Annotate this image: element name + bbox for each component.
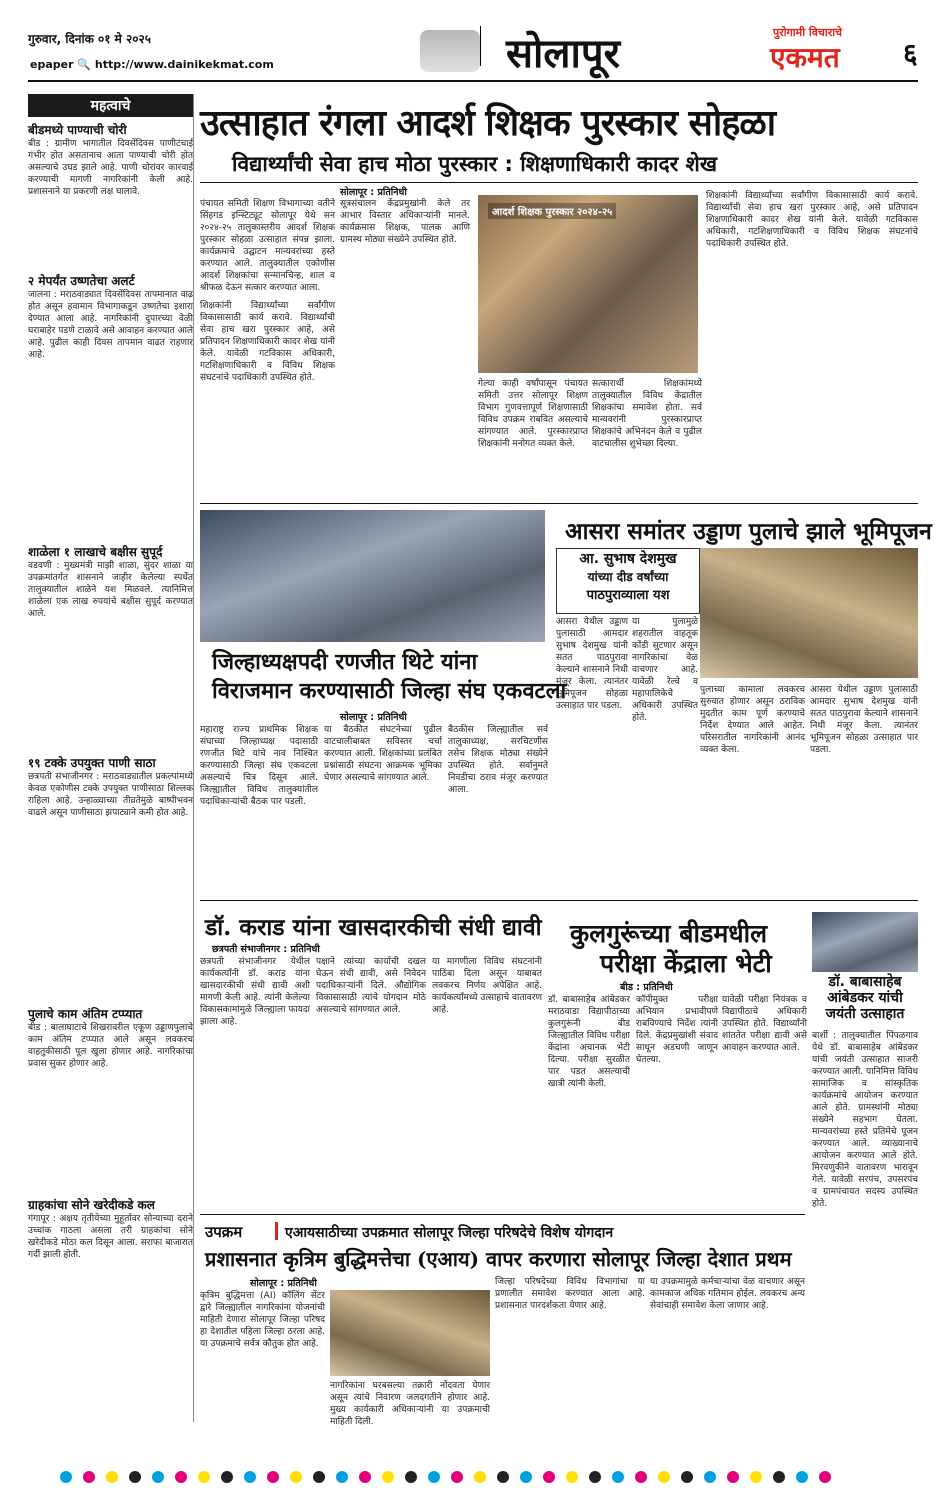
ai-text-col3: जिल्हा परिषदेच्या विविध विभागांचा या प्रणालीत समावेश करण्यात आला आहे. प्रशासनात पारदर्शकता येणार आहे.	[495, 1277, 645, 1311]
magenta-dot-icon	[819, 1471, 831, 1483]
yellow-dot-icon	[566, 1471, 578, 1483]
cyan-dot-icon	[336, 1471, 348, 1483]
brief-title: १९ टक्के उपयुक्त पाणी साठा	[28, 756, 156, 770]
box-line: यांच्या दीड वर्षांच्या	[587, 570, 669, 584]
vc-text-col2: कॉपीमुक्त परीक्षा अभियान प्रभावीपणे राबविण्याचे निर्देश त्यांनी दिले. केंद्रप्रमुखांशी संवाद साधून अडचणी जाणून घेतल्या.	[636, 995, 718, 1065]
lead-text-col1b: शिक्षकांनी विद्यार्थ्यांच्या सर्वांगीण विकासासाठी कार्य करावे. विद्यार्थ्यांची सेवा हाच खरा पुरस्कार आहे, असे प्रतिपादन शिक्षणाधिकारी कादर शेख यांनी केले. यावेळी गटविकास अधिकारी, गटशिक्षणाधिकारी व विविध शिक्षक संघटनांचे पदाधिकारी उपस्थित होते.	[200, 301, 335, 383]
kicker-bar	[275, 1222, 278, 1240]
tagline: पुरोगामी विचाराचे	[773, 26, 843, 39]
cyan-dot-icon	[244, 1471, 256, 1483]
black-dot-icon	[405, 1471, 417, 1483]
lead-text-col1: पंचायत समिती शिक्षण विभागाच्या वतीने सिंहगड इन्स्टिट्यूट सोलापूर येथे सन २०२४-२५ तालुकास्तरीय आदर्श शिक्षक पुरस्कार सोहळा उत्साहात संपन्न झाला. कार्यक्रमाचे उद्घाटन मान्यवरांच्या हस्ते करण्यात आले. तालुक्यातील एकोणीस आदर्श शिक्षकांचा सन्मानचिन्ह, शाल व श्रीफळ देऊन सत्कार करण्यात आला.	[200, 199, 335, 293]
karad-text-col1: छत्रपती संभाजीनगर येथील कार्यकर्त्यांनी डॉ. कराड यांना खासदारकीची संधी द्यावी अशी मागणी केली आहे. त्यांनी केलेल्या विकासकामांमुळे जिल्ह्याला फायदा झाला आहे.	[200, 957, 310, 1027]
black-dot-icon	[681, 1471, 693, 1483]
magenta-dot-icon	[727, 1471, 739, 1483]
yellow-dot-icon	[290, 1471, 302, 1483]
page-number: ६	[903, 37, 918, 70]
yellow-dot-icon	[106, 1471, 118, 1483]
divider	[200, 503, 918, 504]
karad-headline: डॉ. कराड यांना खासदारकीची संधी द्यावी	[205, 914, 542, 941]
lead-headline: उत्साहात रंगला आदर्श शिक्षक पुरस्कार सोहळा	[200, 102, 776, 144]
magenta-dot-icon	[359, 1471, 371, 1483]
black-dot-icon	[497, 1471, 509, 1483]
karad-text-col3: या मागणीला विविध संघटनांनी पाठिंबा दिला असून याबाबत लवकरच निर्णय अपेक्षित आहे. कार्यकर्त्यांमध्ये उत्साहाचे वातावरण आहे.	[432, 957, 542, 1015]
ai-launch-photo	[330, 1290, 490, 1376]
ai-text-col2: नागरिकांना घरबसल्या तक्रारी नोंदवता येणार असून त्यांचे निवारण जलदगतीने होणार आहे. मुख्य कार्यकारी अधिकाऱ्यांनी या उपक्रमाची माहिती दिली.	[330, 1381, 490, 1427]
brief-text: गंगापूर : अक्षय तृतीयेच्या मुहूर्तावर सोन्याच्या दराने उच्चांक गाठला असला तरी ग्राहकांचा सोने खरेदीकडे मोठा कल दिसून आला. सराफा बाजारात गर्दी झाली होती.	[28, 1214, 193, 1260]
magenta-dot-icon	[451, 1471, 463, 1483]
cyan-dot-icon	[520, 1471, 532, 1483]
cyan-dot-icon	[428, 1471, 440, 1483]
bridge-text-col2: या पुलामुळे शहरातील वाहतूक कोंडी सुटणार असून नागरिकांचा वेळ वाचणार आहे. यावेळी रेल्वे व महापालिकेचे अधिकारी उपस्थित होते.	[632, 617, 698, 723]
epaper-url[interactable]: epaper 🔍 http://www.dainikekmat.com	[30, 58, 274, 71]
photo-banner: आदर्श शिक्षक पुरस्कार २०२४-२५	[488, 203, 616, 219]
black-dot-icon	[221, 1471, 233, 1483]
yellow-dot-icon	[750, 1471, 762, 1483]
kicker: उपक्रम	[205, 1223, 243, 1241]
vc-text-col1: डॉ. बाबासाहेब आंबेडकर मराठवाडा विद्यापीठाच्या कुलगुरूंनी बीड जिल्ह्यातील विविध परीक्षा केंद्रांना अचानक भेटी दिल्या. परीक्षा सुरळीत पार पडत असल्याची खात्री त्यांनी केली.	[548, 995, 630, 1089]
vc-headline-line2: परीक्षा केंद्राला भेटी	[600, 949, 772, 978]
kicker-text: एआयसाठीच्या उपक्रमात सोलापूर जिल्हा परिषदेचे विशेष योगदान	[285, 1225, 614, 1241]
union-text-col3: बैठकीस जिल्ह्यातील सर्व तालुकाध्यक्ष, सरचिटणीस तसेच शिक्षक मोठ्या संख्येने उपस्थित होते. सर्वानुमते निवडीचा ठराव मंजूर करण्यात आला.	[448, 725, 548, 795]
ai-headline: प्रशासनात कृत्रिम बुद्धिमत्तेचा (एआय) वापर करणारा सोलापूर जिल्हा देशात प्रथम	[205, 1247, 792, 1271]
lead-text-col2: सूत्रसंचालन केंद्रप्रमुखांनी केले तर आभार विस्तार अधिकाऱ्यांनी मानले. कार्यक्रमास शिक्षक, पालक आणि ग्रामस्थ मोठ्या संख्येने उपस्थित होते.	[340, 199, 470, 245]
cyan-dot-icon	[60, 1471, 72, 1483]
ai-text-col4: या उपक्रमामुळे कर्मचाऱ्यांचा वेळ वाचणार असून कामकाज अधिक गतिमान होईल. लवकरच अन्य सेवांचाही समावेश केला जाणार आहे.	[650, 1277, 805, 1311]
bridge-text-col4: आसरा येथील उड्डाण पुलासाठी आमदार सुभाष देशमुख यांनी सतत पाठपुरावा केल्याने शासनाने निधी मंजूर केला. त्यानंतर भूमिपूजन सोहळा उत्साहात पार पडला.	[810, 685, 918, 755]
print-registration-marks	[60, 1468, 842, 1487]
divider	[480, 26, 481, 66]
union-text-col1: महाराष्ट्र राज्य प्राथमिक शिक्षक संघाच्या जिल्हाध्यक्ष पदासाठी रणजीत थिटे यांचे नाव निश्चित करण्यासाठी जिल्हा संघ एकवटला असल्याचे चित्र दिसून आले. जिल्ह्यातील विविध तालुक्यांतील पदाधिकाऱ्यांची बैठक पार पडली.	[200, 725, 318, 807]
issue-date: गुरुवार, दिनांक ०१ मे २०२५	[28, 32, 151, 46]
magenta-dot-icon	[635, 1471, 647, 1483]
lead-text-col5: शिक्षकांनी विद्यार्थ्यांच्या सर्वांगीण विकासासाठी कार्य करावे. विद्यार्थ्यांची सेवा हाच खरा पुरस्कार आहे, असे प्रतिपादन शिक्षणाधिकारी कादर शेख यांनी केले. यावेळी गटविकास अधिकारी, गटशिक्षणाधिकारी व विविध शिक्षक संघटनांचे पदाधिकारी उपस्थित होते.	[706, 191, 918, 249]
ambedkar-headline	[812, 974, 918, 1022]
magenta-dot-icon	[83, 1471, 95, 1483]
masthead-rule	[28, 80, 918, 82]
box-line: आ. सुभाष देशमुख	[579, 551, 677, 567]
magenta-dot-icon	[175, 1471, 187, 1483]
jayanti-photo	[812, 912, 918, 972]
bridge-highlight-box	[556, 548, 700, 614]
box-line: पाठपुराव्याला यश	[586, 588, 670, 603]
headline-line: जयंती उत्साहात	[825, 1006, 905, 1022]
meeting-photo	[200, 510, 545, 642]
vc-text-col3: यावेळी परीक्षा नियंत्रक व विद्यापीठाचे अधिकारी उपस्थित होते. विद्यार्थ्यांनी शांततेत परीक्षा द्यावी असे आवाहन करण्यात आले.	[722, 995, 807, 1053]
vc-headline-line1: कुलगुरूंच्या बीडमधील	[570, 919, 768, 948]
byline: सोलापूर : प्रतिनिधी	[250, 1278, 317, 1289]
city-crest-icon	[420, 30, 480, 72]
brief-title: २ मेपर्यंत उष्णतेचा अलर्ट	[28, 274, 135, 288]
brief-text: छत्रपती संभाजीनगर : मराठवाड्यातील प्रकल्पांमध्ये केवळ एकोणीस टक्के उपयुक्त पाणीसाठा शिल्लक राहिला आहे. उन्हाळ्याच्या तीव्रतेमुळे बाष्पीभवन वाढले असून पाणीसाठा झपाट्याने कमी होत आहे.	[28, 772, 193, 818]
byline: छत्रपती संभाजीनगर : प्रतिनिधी	[212, 944, 320, 955]
page-section-title: सोलापूर	[506, 30, 620, 77]
sidebar-heading: महत्वाचे	[28, 94, 193, 117]
newspaper-logo: एकमत	[770, 41, 840, 74]
yellow-dot-icon	[658, 1471, 670, 1483]
byline: सोलापूर : प्रतिनिधी	[340, 187, 407, 198]
cyan-dot-icon	[152, 1471, 164, 1483]
divider	[200, 1214, 805, 1215]
union-headline-line2: विराजमान करण्यासाठी जिल्हा संघ एकवटला	[212, 678, 567, 704]
brief-title: बीडमध्ये पाण्याची चोरी	[28, 123, 127, 137]
black-dot-icon	[129, 1471, 141, 1483]
yellow-dot-icon	[198, 1471, 210, 1483]
karad-text-col2: पक्षाने त्यांच्या कार्याची दखल घेऊन संधी द्यावी, असे निवेदन पदाधिकाऱ्यांनी दिले. औद्योगिक विकासासाठी त्यांचे योगदान मोठे असल्याचे सांगण्यात आले.	[316, 957, 426, 1015]
black-dot-icon	[773, 1471, 785, 1483]
brief-title: ग्राहकांचा सोने खरेदीकडे कल	[28, 1198, 155, 1212]
lead-text-col4: सत्कारार्थी शिक्षकांमध्ये तालुक्यातील विविध केंद्रातील शिक्षकांचा समावेश होता. सर्व मान्यवरांनी पुरस्कारप्राप्त शिक्षकांचे अभिनंदन केले व पुढील वाटचालीस शुभेच्छा दिल्या.	[592, 379, 702, 449]
ambedkar-text: बार्शी : तालुक्यातील पिंपळगाव येथे डॉ. बाबासाहेब आंबेडकर यांची जयंती उत्साहात साजरी करण्यात आली. यानिमित्त विविध सामाजिक व सांस्कृतिक कार्यक्रमांचे आयोजन करण्यात आले होते. ग्रामस्थांनी मोठ्या संख्येने सहभाग घेतला. मान्यवरांच्या हस्ते प्रतिमेचे पूजन करण्यात आले. व्याख्यानाचे आयोजन करण्यात आले होते. मिरवणुकीने वातावरण भारावून गेले. यावेळी सरपंच, उपसरपंच व ग्रामपंचायत सदस्य उपस्थित होते.	[812, 1031, 918, 1209]
black-dot-icon	[313, 1471, 325, 1483]
ai-text-col1: कृत्रिम बुद्धिमत्ता (AI) कॉलिंग सेंटर द्वारे जिल्ह्यातील नागरिकांना योजनांची माहिती देणारा सोलापूर जिल्हा परिषद हा देशातील पहिला जिल्हा ठरला आहे. या उपक्रमाचे सर्वत्र कौतुक होत आहे.	[200, 1291, 325, 1349]
cyan-dot-icon	[704, 1471, 716, 1483]
brief-text: वडवणी : मुख्यमंत्री माझी शाळा, सुंदर शाळा या उपक्रमांतर्गत शासनाने जाहीर केलेल्या स्पर्धेत तालुक्यातील शाळेने यश मिळवले. त्यानिमित्त शाळेला एक लाख रुपयांचे बक्षीस सुपूर्द करण्यात आले.	[28, 561, 193, 619]
byline: सोलापूर : प्रतिनिधी	[340, 712, 407, 723]
cyan-dot-icon	[796, 1471, 808, 1483]
byline: बीड : प्रतिनिधी	[620, 982, 673, 993]
union-text-col2: या बैठकीत संघटनेच्या पुढील वाटचालीबाबत सविस्तर चर्चा करण्यात आली. शिक्षकांच्या प्रलंबित प्रश्नांसाठी संघटना आक्रमक भूमिका घेणार असल्याचे सांगण्यात आले.	[324, 725, 442, 783]
lead-subheadline: विद्यार्थ्यांची सेवा हाच मोठा पुरस्कार : शिक्षणाधिकारी कादर शेख	[232, 152, 717, 176]
cyan-dot-icon	[612, 1471, 624, 1483]
lead-text-col3: गेल्या काही वर्षांपासून पंचायत समिती उत्तर सोलापूर शिक्षण विभाग गुणवत्तापूर्ण शिक्षणासाठी विविध उपक्रम राबवित असल्याचे सांगण्यात आले. पुरस्कारप्राप्त शिक्षकांनी मनोगत व्यक्त केले.	[478, 379, 588, 449]
award-ceremony-photo	[478, 195, 698, 373]
brief-text: जालना : मराठवाड्यात दिवसेंदिवस तापमानात वाढ होत असून हवामान विभागाकडून उष्णतेचा इशारा देण्यात आला आहे. नागरिकांनी दुपारच्या वेळी घराबाहेर पडणे टाळावे असे आवाहन करण्यात आले आहे. पुढील काही दिवस तापमान वाढत राहणार आहे.	[28, 290, 193, 360]
bridge-text-col1: आसरा येथील उड्डाण पुलासाठी आमदार सुभाष देशमुख यांनी सतत पाठपुरावा केल्याने शासनाने निधी मंजूर केला. त्यानंतर भूमिपूजन सोहळा उत्साहात पार पडला.	[556, 617, 628, 711]
bhoomipujan-photo	[700, 548, 918, 678]
brief-title: पुलाचे काम अंतिम टप्प्यात	[28, 1007, 143, 1021]
bridge-headline: आसरा समांतर उड्डाण पुलाचे झाले भूमिपूजन	[565, 518, 932, 545]
brief-text: बीड : बालाघाटाचे शिखरावरील एकूण उड्डाणपुलाचे काम अंतिम टप्प्यात आले असून लवकरच वाहतुकीसाठी पूल खुला होणार आहे. नागरिकांचा प्रवास सुकर होणार आहे.	[28, 1023, 193, 1069]
headline-line: आंबेडकर यांची	[827, 990, 903, 1006]
bridge-text-col3: पुलाच्या कामाला लवकरच सुरुवात होणार असून ठराविक मुदतीत काम पूर्ण करण्याचे निर्देश देण्यात आले आहेत. परिसरातील नागरिकांनी आनंद व्यक्त केला.	[700, 685, 805, 755]
sidebar-important-news	[28, 94, 194, 1422]
headline-line: डॉ. बाबासाहेब	[828, 974, 902, 990]
brief-title: शाळेला १ लाखाचे बक्षीस सुपूर्द	[28, 545, 163, 559]
union-headline-line1: जिल्हाध्यक्षपदी रणजीत थिटे यांना	[212, 649, 478, 675]
divider	[200, 182, 918, 183]
divider	[200, 900, 918, 901]
masthead	[0, 0, 945, 80]
magenta-dot-icon	[543, 1471, 555, 1483]
magenta-dot-icon	[267, 1471, 279, 1483]
yellow-dot-icon	[382, 1471, 394, 1483]
brief-text: बीड : ग्रामीण भागातील दिवसेंदिवस पाणीटंचाई गंभीर होत असतानाच आता पाण्याची चोरी होत असल्याचे उघड झाले आहे. पाणी चोरांवर कारवाई करण्याची मागणी नागरिकांनी केली आहे. प्रशासनाने या प्रकरणी लक्ष घालावे.	[28, 139, 193, 197]
black-dot-icon	[589, 1471, 601, 1483]
yellow-dot-icon	[474, 1471, 486, 1483]
